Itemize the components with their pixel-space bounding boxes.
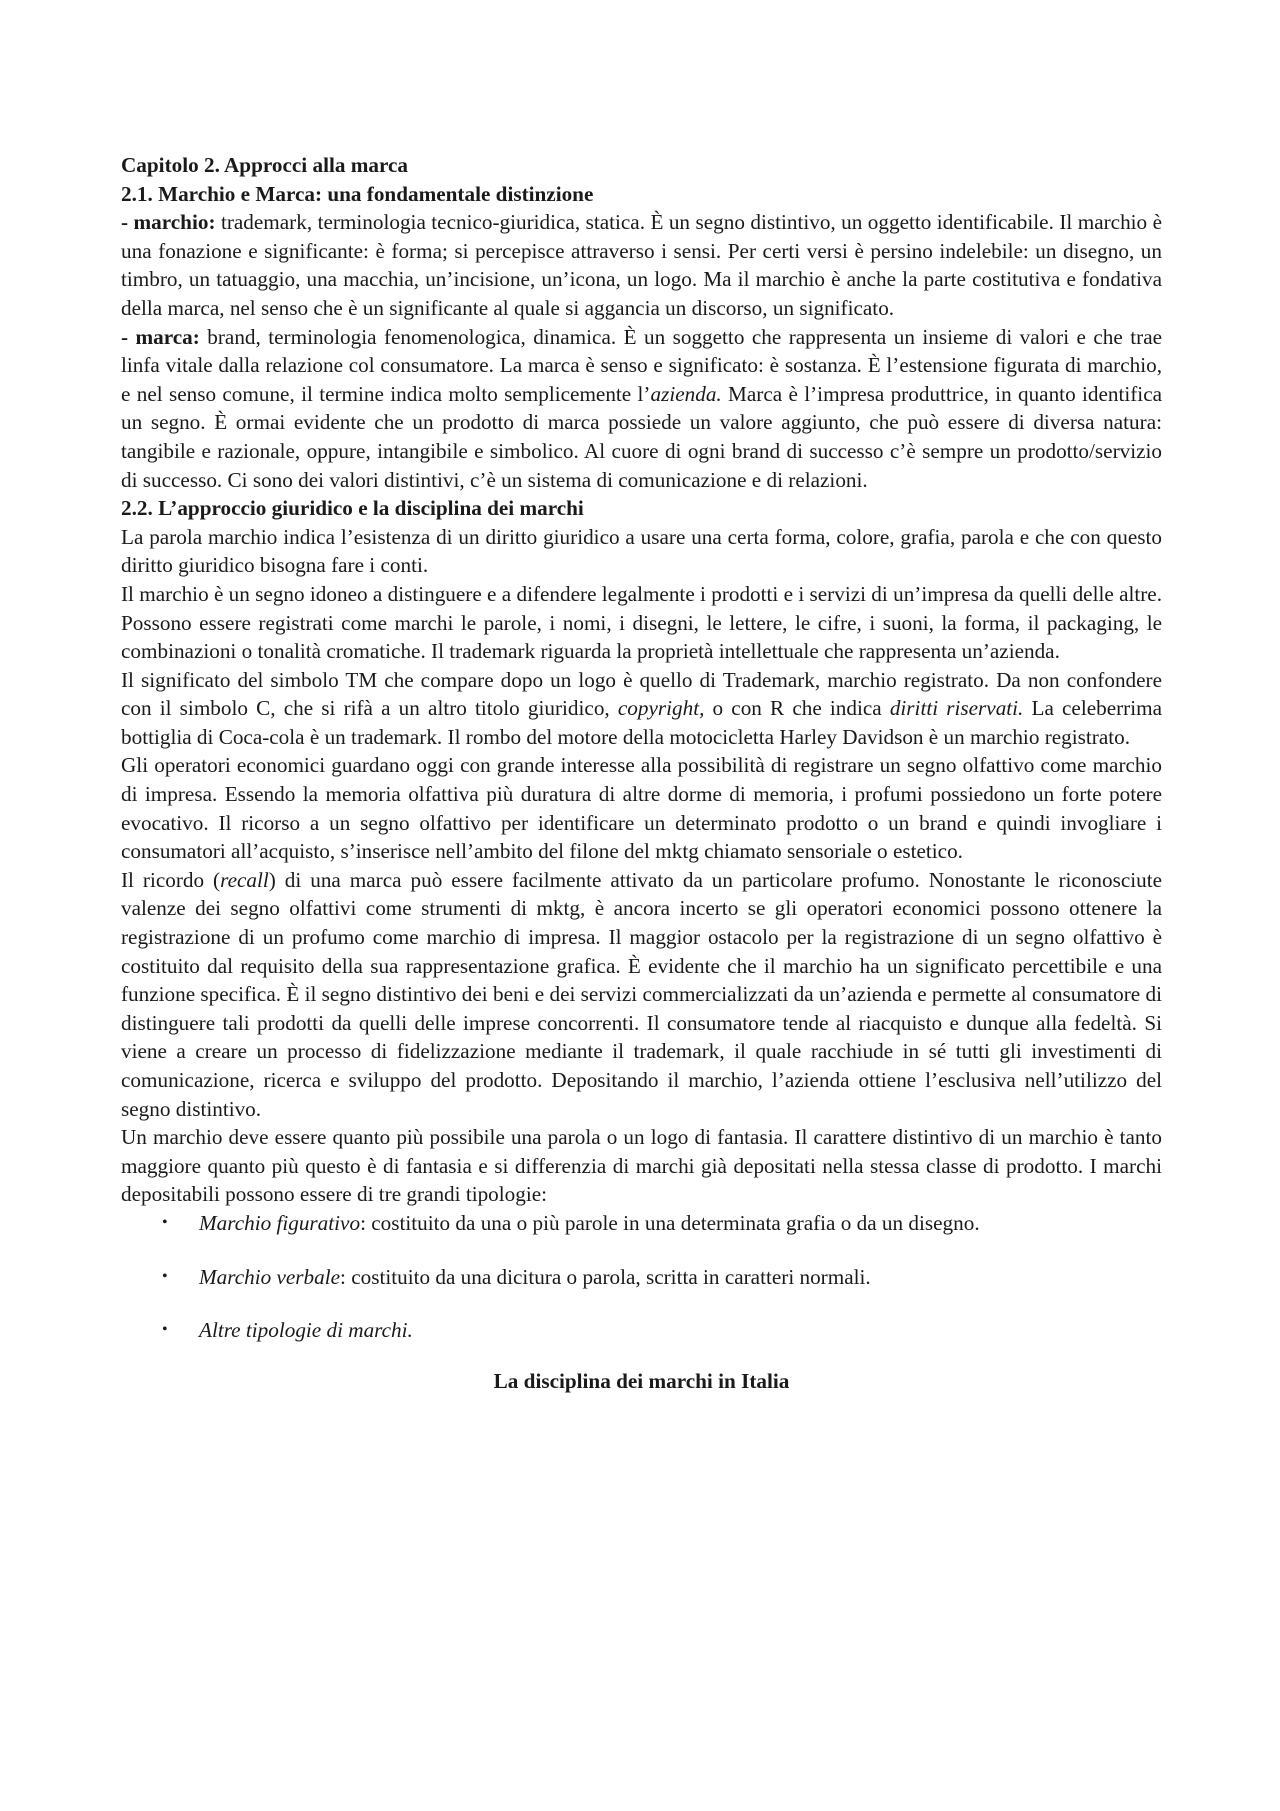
- bullet-icon: •: [162, 1267, 168, 1285]
- text-p5-b: ) di una marca può essere facilmente attivato da un particolare profumo. Nonostante le riconosciute valenze dei segno olfattivi come strumenti di mktg, è ancora incerto se gli operatori economici possono ottenere la registrazione di un profumo come marchio di impresa. Il maggior ostacolo per la registrazione di un segno olfattivo è costituito dal requisito della sua rappresentazione grafica. È evidente che il marchio ha un significato percettibile e una funzione specifica. È il segno distintivo dei beni e dei servizi commercializzati da un’azienda e permette al consumatore di distinguere tali prodotti da quelli delle imprese concorrenti. Il consumatore tende al riacquisto e dunque alla fedeltà. Si viene a creare un processo di fidelizzazione mediante il trademark, il quale racchiude in sé tutti gli investimenti di comunicazione, ricerca e sviluppo del prodotto. Depositando il marchio, l’azienda ottiene l’esclusiva nell’utilizzo del segno distintivo.: [121, 867, 1162, 1121]
- text-p5-a: Il ricordo (: [121, 867, 221, 892]
- list-item-text: : costituito da una o più parole in una determinata grafia o da un disegno.: [360, 1210, 980, 1235]
- paragraph-marchio: [121, 208, 1162, 322]
- paragraph-2: Il marchio è un segno idoneo a distinguere e a difendere legalmente i prodotti e i servizi di un’impresa da quelli delle altre. Possono essere registrati come marchi le parole, i nomi, i disegni, le lettere, le cifre, i suoni, la forma, il packaging, le combinazioni o tonalità cromatiche. Il trademark riguarda la proprietà intellettuale che rappresenta un’azienda.: [121, 581, 1162, 664]
- bullet-icon: •: [162, 1321, 168, 1339]
- list-item: [121, 1209, 1162, 1238]
- italic-recall: recall: [220, 867, 269, 892]
- paragraph-4: Gli operatori economici guardano oggi con grande interesse alla possibilità di registrare un segno olfattivo come marchio di impresa. Essendo la memoria olfattiva più duratura di altre dorme di memoria, i profumi possiedono un forte potere evocativo. Il ricorso a un segno olfattivo per identificare un determinato prodotto o un brand e quindi invogliare i consumatori all’acquisto, s’inserisce nell’ambito del filone del mktg chiamato sensoriale o estetico.: [121, 753, 1162, 864]
- paragraph-1: La parola marchio indica l’esistenza di un diritto giuridico a usare una certa forma, colore, grafia, parola e che con questo diritto giuridico bisogna fare i conti.: [121, 524, 1162, 578]
- text-p3-c: La celeberrima bottiglia di Coca-cola è un trademark. Il rombo del motore della motocicletta Harley Davidson è un marchio registrato.: [121, 696, 1163, 749]
- text-marca-a: brand, terminologia fenomenologica, dinamica. È un soggetto che rappresenta un insieme di valori e che trae linfa vitale dalla relazione col consumatore. La marca è senso e significato: è sostanza. È l’estensione figurata di marchio, e nel senso comune, il termine indica molto semplicemente l’: [121, 324, 1162, 406]
- term-marca: - marca:: [121, 324, 200, 349]
- list-item-term: Altre tipologie di marchi.: [199, 1318, 413, 1343]
- text-p3-a: Il significato del simbolo TM che compare dopo un logo è quello di Trademark, marchio registrato. Da non confondere con il simbolo C, che si rifà a un altro titolo giuridico,: [121, 667, 1162, 721]
- term-marchio: - marchio:: [121, 210, 216, 235]
- italic-azienda: azienda.: [650, 381, 722, 406]
- paragraph-marca: [121, 323, 1162, 495]
- list-item: [121, 1316, 1162, 1345]
- document-page: [121, 151, 1162, 1395]
- text-marca-b: Marca è l’impresa produttrice, in quanto identifica un segno. È ormai evidente che un prodotto di marca possiede un valore aggiunto, che può essere di diversa natura: tangibile e razionale, oppure, intangibile e simbolico. Al cuore di ogni brand di successo c’è sempre un prodotto/servizio di successo. Ci sono dei valori distintivi, c’è un sistema di comunicazione e di relazioni.: [121, 381, 1163, 492]
- section-title-2-1: 2.1. Marchio e Marca: una fondamentale distinzione: [121, 181, 594, 206]
- paragraph-6: Un marchio deve essere quanto più possibile una parola o un logo di fantasia. Il carattere distintivo di un marchio è tanto maggiore quanto più questo è di fantasia e si differenzia di marchi già depositati nella stessa classe di prodotto. I marchi depositabili possono essere di tre grandi tipologie:: [121, 1125, 1162, 1207]
- list-item-text: : costituito da una dicitura o parola, scritta in caratteri normali.: [340, 1264, 871, 1289]
- subheading-disciplina-italia: La disciplina dei marchi in Italia: [493, 1368, 790, 1393]
- list-item-term: Marchio verbale: [199, 1264, 341, 1289]
- bullet-icon: •: [162, 1213, 168, 1231]
- section-title-2-2: 2.2. L’approccio giuridico e la disciplina dei marchi: [121, 496, 584, 521]
- trademark-types-list-wrap: [121, 1209, 1162, 1345]
- list-item-term: Marchio figurativo: [199, 1210, 361, 1235]
- trademark-types-list: [121, 1209, 1162, 1345]
- paragraph-5: [121, 866, 1162, 1123]
- chapter-title: Capitolo 2. Approcci alla marca: [121, 153, 409, 177]
- italic-copyright: copyright,: [617, 696, 705, 721]
- italic-diritti-riservati: diritti riservati.: [889, 696, 1024, 721]
- list-item: [121, 1263, 1162, 1292]
- text-marchio: trademark, terminologia tecnico-giuridica, statica. È un segno distintivo, un oggetto identificabile. Il marchio è una fonazione e significante: è forma; si percepisce attraverso i sensi. Per certi versi è persino indelebile: un disegno, un timbro, un tatuaggio, una macchia, un’incisione, un’icona, un logo. Ma il marchio è anche la parte costitutiva e fondativa della marca, nel senso che è un significante al quale si aggancia un discorso, un significato.: [121, 210, 1162, 320]
- text-p3-b: o con R che indica: [704, 696, 890, 721]
- paragraph-3: [121, 666, 1162, 752]
